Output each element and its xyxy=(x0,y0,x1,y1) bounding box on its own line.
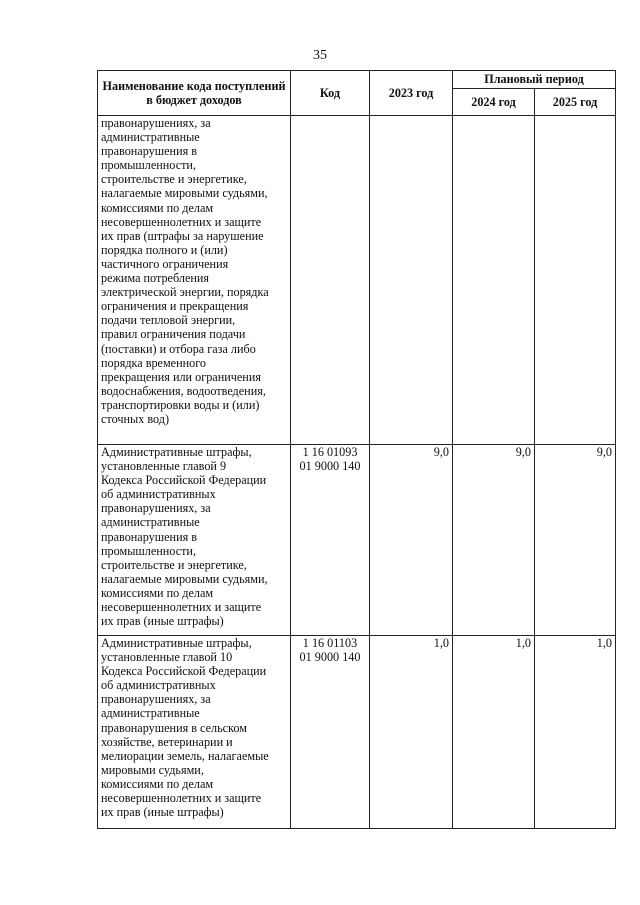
value-2025-cell: 9,0 xyxy=(535,445,616,636)
header-year-2025: 2025 год xyxy=(535,89,616,116)
revenue-name-cell xyxy=(98,116,291,445)
revenue-name-text: Административные штрафы, установленные главой 9 Кодекса Российской Федерации об административных правонарушениях, за административные правонарушения в промышленности, строительстве и энергетике, налагаемые мировыми судьями, комиссиями по делам несовершеннолетних и защите их прав (иные штрафы) xyxy=(101,445,268,629)
value-2024-cell: 9,0 xyxy=(453,445,535,636)
value-2023-cell: 9,0 xyxy=(370,445,453,636)
value-2025-cell xyxy=(535,116,616,445)
budget-revenue-table xyxy=(97,70,616,829)
revenue-code-cell: 1 16 01093 01 9000 140 xyxy=(291,445,370,636)
revenue-name-text: Административные штрафы, установленные главой 10 Кодекса Российской Федерации об административных правонарушениях, за административные правонарушения в сельском хозяйстве, ветеринарии и мелиорации земель, налагаемые мировыми судьями, комиссиями по делам несовершеннолетних и защите их прав (иные штрафы) xyxy=(101,636,269,820)
revenue-name-cell xyxy=(98,445,291,636)
revenue-code-cell: 1 16 01103 01 9000 140 xyxy=(291,636,370,829)
value-2023-cell xyxy=(370,116,453,445)
value-2025-cell: 1,0 xyxy=(535,636,616,829)
revenue-name-text: правонарушениях, за административные правонарушения в промышленности, строительстве и энергетике, налагаемые мировыми судьями, комиссиями по делам несовершеннолетних и защите их прав (штрафы за нарушение порядка полного и (или) частичного ограничения режима потребления электрической энергии, порядка ограничения и прекращения подачи тепловой энергии, правил ограничения подачи (поставки) и отбора газа либо порядка временного прекращения или ограничения водоснабжения, водоотведения, транспортировки воды и (или) сточных вод) xyxy=(101,116,269,426)
revenue-code-cell xyxy=(291,116,370,445)
table-row xyxy=(98,445,616,636)
header-planned-period: Плановый период xyxy=(453,71,616,89)
value-2023-cell: 1,0 xyxy=(370,636,453,829)
page-number: 35 xyxy=(313,48,327,63)
value-2024-cell xyxy=(453,116,535,445)
table-row xyxy=(98,116,616,445)
table-row xyxy=(98,636,616,829)
value-2024-cell: 1,0 xyxy=(453,636,535,829)
header-code: Код xyxy=(291,71,370,116)
header-year-2024: 2024 год xyxy=(453,89,535,116)
revenue-name-cell xyxy=(98,636,291,829)
header-name: Наименование кода поступлений в бюджет доходов xyxy=(98,71,291,116)
header-year-2023: 2023 год xyxy=(370,71,453,116)
